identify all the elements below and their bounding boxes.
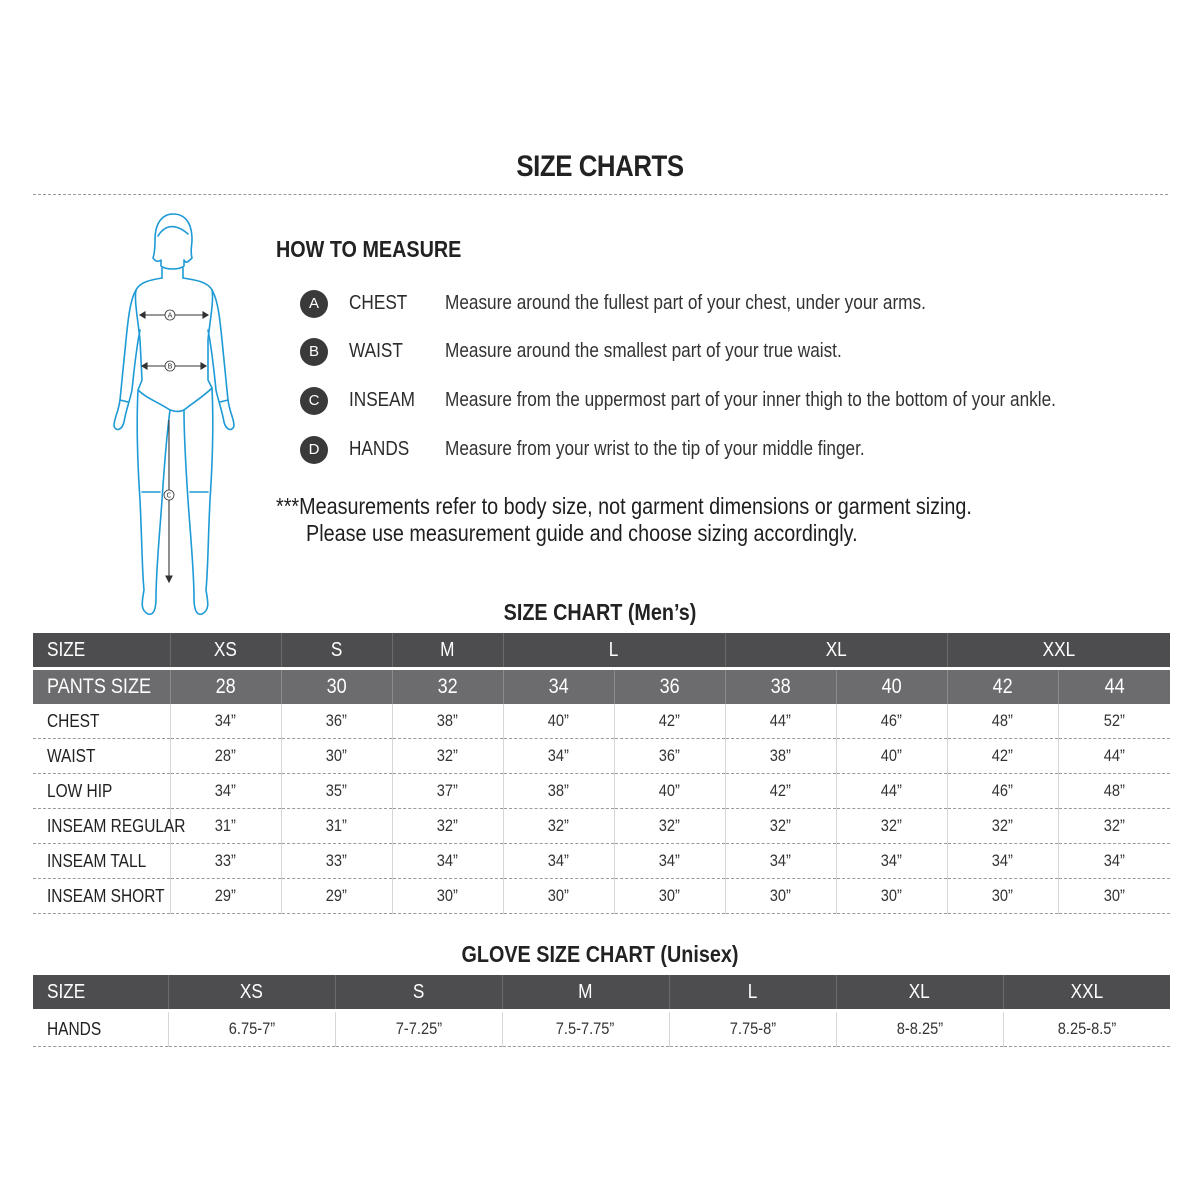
table-cell: 34”	[392, 844, 503, 879]
step-name: HANDS	[349, 438, 410, 460]
pants-size-cell: 28	[170, 669, 281, 705]
table-cell: 34”	[1058, 844, 1170, 879]
mens-chart-title: SIZE CHART (Men’s)	[503, 599, 697, 625]
step-description: Measure around the fullest part of your chest, under your arms.	[445, 292, 926, 314]
table-cell: 32”	[614, 809, 725, 844]
step-description: Measure from your wrist to the tip of your middle finger.	[445, 438, 865, 460]
table-cell: 35”	[281, 774, 392, 809]
size-xs: XS	[170, 633, 281, 669]
pants-size-cell: 44	[1058, 669, 1170, 705]
step-name: INSEAM	[349, 389, 415, 411]
measure-step-chest	[300, 290, 1160, 320]
row-label: CHEST	[33, 704, 170, 739]
pants-size-cell: 30	[281, 669, 392, 705]
table-cell: 29”	[281, 879, 392, 914]
table-cell: 34”	[614, 844, 725, 879]
size-m: M	[392, 633, 503, 669]
size-header-label: SIZE	[33, 633, 170, 669]
glove-size-xl: XL	[836, 975, 1003, 1011]
table-cell: 44”	[725, 704, 836, 739]
table-cell: 42”	[614, 704, 725, 739]
glove-size-xs: XS	[168, 975, 335, 1011]
table-cell: 38”	[503, 774, 614, 809]
table-row	[33, 879, 1170, 914]
table-cell: 32”	[1058, 809, 1170, 844]
step-letter-badge: C	[300, 387, 328, 415]
table-cell: 32”	[947, 809, 1058, 844]
pants-size-cell: 36	[614, 669, 725, 705]
table-cell: 33”	[281, 844, 392, 879]
table-cell: 30”	[503, 879, 614, 914]
table-cell: 52”	[1058, 704, 1170, 739]
step-name: WAIST	[349, 340, 403, 362]
pants-size-cell: 40	[836, 669, 947, 705]
step-description: Measure from the uppermost part of your inner thigh to the bottom of your ankle.	[445, 389, 1056, 411]
row-label: LOW HIP	[33, 774, 170, 809]
mens-size-table	[33, 633, 1170, 914]
table-row	[33, 739, 1170, 774]
size-l: L	[503, 633, 725, 669]
table-cell: 8.25-8.5”	[1003, 1011, 1170, 1047]
table-cell: 48”	[1058, 774, 1170, 809]
glove-size-xxl: XXL	[1003, 975, 1170, 1011]
table-cell: 8-8.25”	[836, 1011, 1003, 1047]
pants-size-cell: 32	[392, 669, 503, 705]
pants-size-cell: 42	[947, 669, 1058, 705]
table-cell: 48”	[947, 704, 1058, 739]
table-row	[33, 844, 1170, 879]
table-row	[33, 809, 1170, 844]
step-letter-badge: D	[300, 436, 328, 464]
measure-step-inseam	[300, 387, 1160, 417]
size-xxl: XXL	[947, 633, 1170, 669]
pants-size-label: PANTS SIZE	[33, 669, 170, 705]
table-cell: 38”	[725, 739, 836, 774]
table-row	[33, 1011, 1170, 1047]
glove-size-header-row	[33, 975, 1170, 1011]
table-cell: 30”	[614, 879, 725, 914]
measure-step-hands	[300, 436, 1160, 466]
glove-size-header-label: SIZE	[33, 975, 168, 1011]
step-letter-badge: B	[300, 338, 328, 366]
table-cell: 30”	[947, 879, 1058, 914]
pants-size-cell: 38	[725, 669, 836, 705]
body-measurement-figure	[100, 210, 250, 620]
measurement-note-line2: Please use measurement guide and choose sizing accordingly.	[306, 520, 858, 546]
row-label-hands: HANDS	[33, 1011, 168, 1047]
table-cell: 42”	[947, 739, 1058, 774]
table-cell: 30”	[1058, 879, 1170, 914]
table-cell: 31”	[170, 809, 281, 844]
table-cell: 33”	[170, 844, 281, 879]
row-label: WAIST	[33, 739, 170, 774]
table-cell: 7.75-8”	[669, 1011, 836, 1047]
size-s: S	[281, 633, 392, 669]
how-to-measure-heading: HOW TO MEASURE	[276, 236, 462, 262]
table-cell: 32”	[392, 809, 503, 844]
table-cell: 40”	[836, 739, 947, 774]
figure-label-a: A	[167, 311, 173, 320]
table-cell: 40”	[614, 774, 725, 809]
pants-size-row	[33, 669, 1170, 705]
size-xl: XL	[725, 633, 947, 669]
table-cell: 34”	[836, 844, 947, 879]
table-cell: 34”	[503, 844, 614, 879]
table-cell: 46”	[836, 704, 947, 739]
row-label: INSEAM TALL	[33, 844, 170, 879]
table-cell: 32”	[836, 809, 947, 844]
size-header-row	[33, 633, 1170, 669]
table-cell: 6.75-7”	[168, 1011, 335, 1047]
table-row	[33, 774, 1170, 809]
measurement-note-line1: ***Measurements refer to body size, not garment dimensions or garment sizing.	[276, 493, 972, 519]
table-cell: 32”	[725, 809, 836, 844]
page-title: SIZE CHARTS	[516, 150, 684, 183]
glove-size-m: M	[502, 975, 669, 1011]
table-cell: 7.5-7.75”	[502, 1011, 669, 1047]
figure-label-c: C	[166, 491, 172, 500]
table-cell: 44”	[1058, 739, 1170, 774]
table-cell: 44”	[836, 774, 947, 809]
table-cell: 32”	[392, 739, 503, 774]
table-cell: 36”	[281, 704, 392, 739]
table-cell: 32”	[503, 809, 614, 844]
glove-size-l: L	[669, 975, 836, 1011]
measure-step-waist	[300, 338, 1160, 368]
table-cell: 36”	[614, 739, 725, 774]
table-cell: 30”	[392, 879, 503, 914]
table-cell: 34”	[170, 704, 281, 739]
glove-size-s: S	[335, 975, 502, 1011]
title-divider	[33, 194, 1168, 195]
glove-size-table	[33, 975, 1170, 1047]
table-cell: 37”	[392, 774, 503, 809]
table-cell: 31”	[281, 809, 392, 844]
table-cell: 30”	[725, 879, 836, 914]
table-cell: 46”	[947, 774, 1058, 809]
step-name: CHEST	[349, 292, 408, 314]
table-cell: 38”	[392, 704, 503, 739]
table-cell: 30”	[281, 739, 392, 774]
table-cell: 29”	[170, 879, 281, 914]
row-label: INSEAM REGULAR	[33, 809, 170, 844]
figure-label-b: B	[167, 362, 173, 371]
table-cell: 30”	[836, 879, 947, 914]
table-cell: 7-7.25”	[335, 1011, 502, 1047]
table-cell: 34”	[503, 739, 614, 774]
table-cell: 34”	[725, 844, 836, 879]
pants-size-cell: 34	[503, 669, 614, 705]
table-cell: 42”	[725, 774, 836, 809]
table-cell: 34”	[947, 844, 1058, 879]
table-row	[33, 704, 1170, 739]
table-cell: 34”	[170, 774, 281, 809]
glove-chart-title: GLOVE SIZE CHART (Unisex)	[461, 941, 739, 967]
table-cell: 28”	[170, 739, 281, 774]
step-description: Measure around the smallest part of your true waist.	[445, 340, 842, 362]
row-label: INSEAM SHORT	[33, 879, 170, 914]
step-letter-badge: A	[300, 290, 328, 318]
table-cell: 40”	[503, 704, 614, 739]
